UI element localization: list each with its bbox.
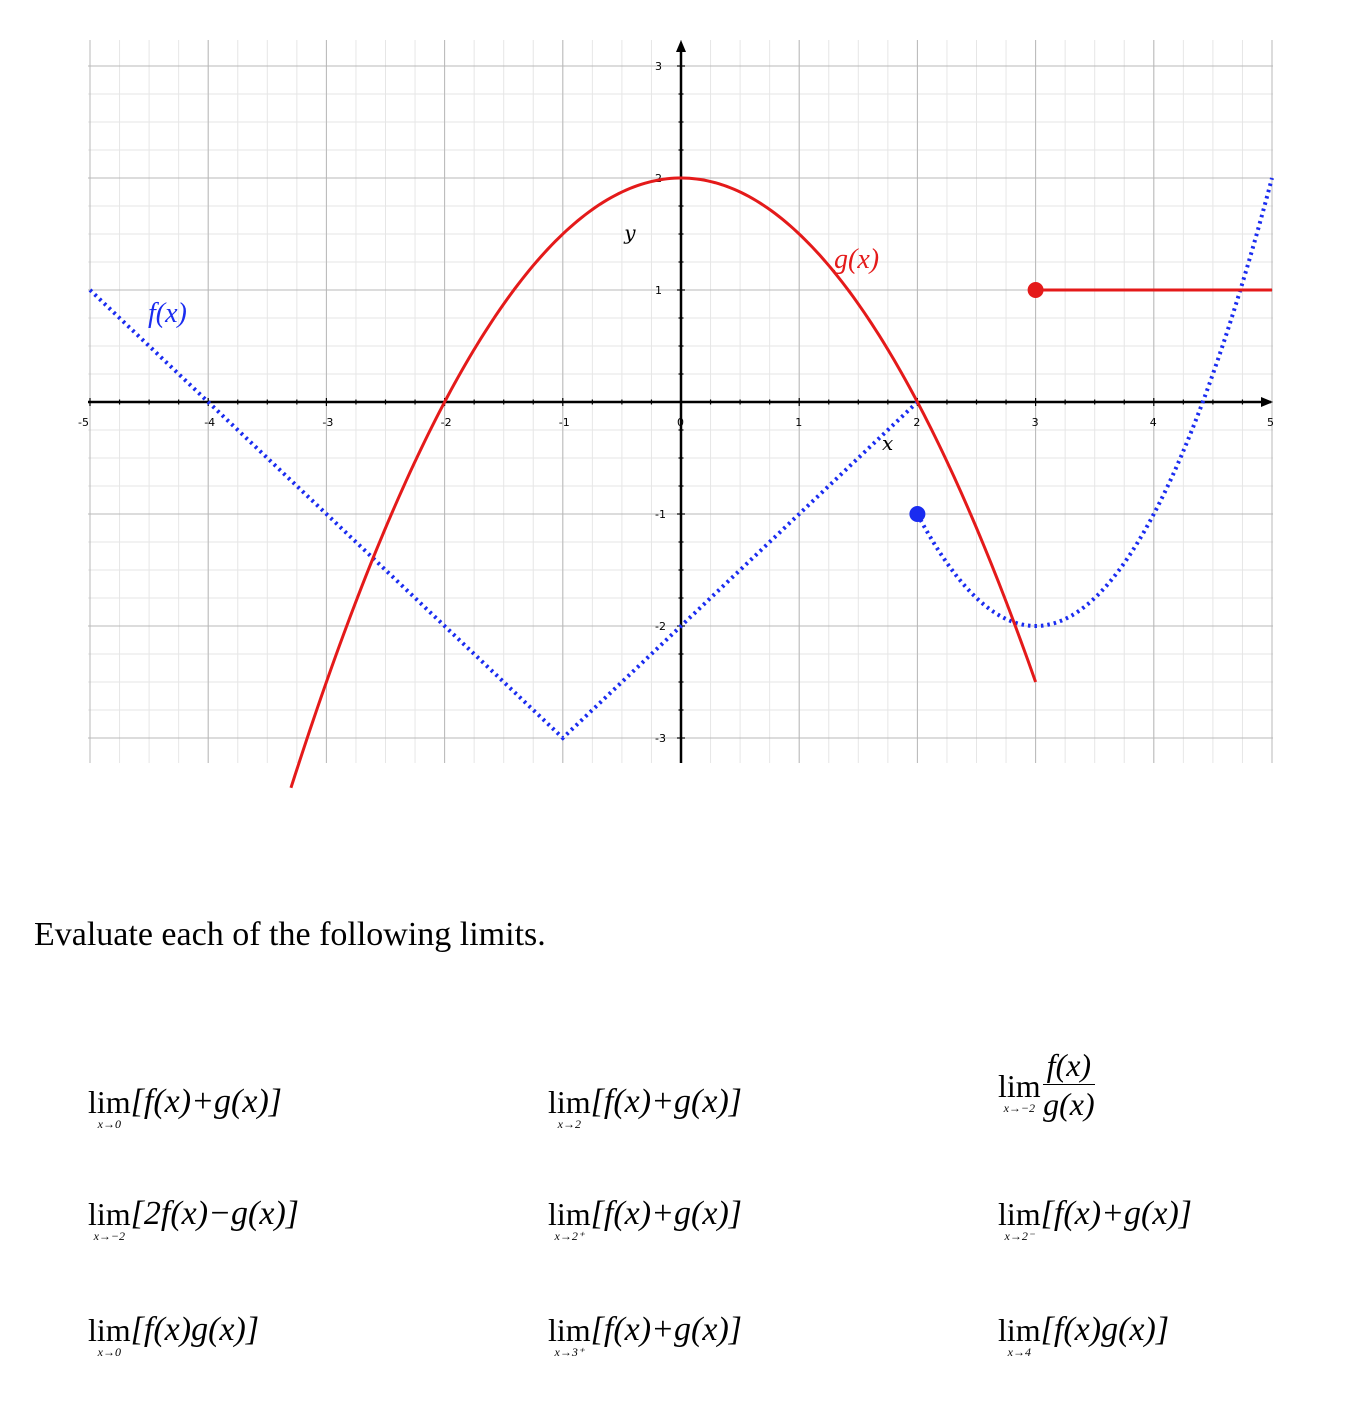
limit-3 — [998, 1047, 1095, 1123]
lim-block — [88, 1312, 131, 1358]
series-3-line — [291, 178, 1036, 788]
lim-subscript: x→2 — [557, 1117, 581, 1131]
limit-2 — [548, 1084, 742, 1130]
limit-4 — [88, 1196, 299, 1242]
x-tick-label: 0 — [677, 416, 684, 429]
lim-word: lim — [88, 1084, 131, 1120]
lim-subscript: x→2⁻ — [1004, 1229, 1035, 1243]
fraction-denominator: g(x) — [1043, 1086, 1095, 1122]
y-tick-label: -3 — [655, 732, 666, 745]
limit-6 — [998, 1196, 1192, 1242]
g-label: g(x) — [834, 244, 880, 275]
fraction-numerator: f(x) — [1043, 1046, 1095, 1085]
y-axis-label: y — [624, 220, 636, 245]
lim-subscript: x→−2 — [93, 1229, 126, 1243]
series-2-closed-point — [909, 506, 925, 522]
fraction — [1043, 1046, 1095, 1123]
y-tick-label: -2 — [655, 620, 666, 633]
lim-word: lim — [548, 1084, 591, 1120]
lim-block — [548, 1312, 591, 1358]
lim-block — [998, 1068, 1041, 1114]
lim-subscript: x→3⁺ — [554, 1345, 585, 1359]
lim-block — [548, 1196, 591, 1242]
lim-block — [88, 1196, 131, 1242]
labels — [148, 221, 893, 455]
lim-block — [88, 1084, 131, 1130]
y-tick-label: -1 — [655, 508, 666, 521]
limit-expression: [f(x)+g(x)] — [130, 1083, 282, 1120]
y-axis-arrow — [676, 40, 686, 52]
x-axis-label: x — [881, 431, 894, 455]
y-tick-label: 3 — [655, 60, 662, 73]
lim-word: lim — [548, 1312, 591, 1348]
y-tick-label: 1 — [655, 284, 662, 297]
lim-block — [998, 1196, 1041, 1242]
limit-expression: [f(x)+g(x)] — [590, 1083, 742, 1120]
lim-subscript: x→4 — [1007, 1345, 1031, 1359]
limit-expression: [f(x)+g(x)] — [590, 1195, 742, 1232]
lim-subscript: x→0 — [97, 1117, 121, 1131]
prompt-text: Evaluate each of the following limits. — [34, 916, 546, 953]
x-axis-arrow — [1261, 397, 1273, 407]
limit-expression: [f(x)+g(x)] — [590, 1311, 742, 1348]
lim-word: lim — [998, 1068, 1041, 1104]
limit-expression: [f(x)g(x)] — [130, 1311, 260, 1348]
limit-7 — [88, 1312, 259, 1358]
lim-subscript: x→2⁺ — [554, 1229, 585, 1243]
f-label: f(x) — [148, 298, 187, 329]
limit-expression: [f(x)+g(x)] — [1040, 1195, 1192, 1232]
lim-block — [548, 1084, 591, 1130]
x-tick-label: -1 — [558, 416, 570, 429]
limit-expression: [2f(x)−g(x)] — [130, 1195, 299, 1232]
x-tick-label: 2 — [913, 416, 921, 429]
x-tick-label: -4 — [204, 416, 216, 429]
limit-expression: [f(x)g(x)] — [1040, 1311, 1170, 1348]
x-tick-label: 3 — [1031, 416, 1039, 429]
limit-1 — [88, 1084, 282, 1130]
x-tick-label: -5 — [78, 416, 89, 429]
lim-word: lim — [88, 1312, 131, 1348]
limit-9 — [998, 1312, 1169, 1358]
x-tick-label: -3 — [322, 416, 334, 429]
x-tick-label: 5 — [1267, 416, 1274, 429]
lim-word: lim — [88, 1196, 131, 1232]
lim-word: lim — [998, 1196, 1041, 1232]
limit-8 — [548, 1312, 742, 1358]
lim-word: lim — [548, 1196, 591, 1232]
x-tick-label: 1 — [795, 416, 803, 429]
lim-subscript: x→−2 — [1003, 1101, 1036, 1115]
lim-word: lim — [998, 1312, 1041, 1348]
y-tick-label: 2 — [655, 172, 662, 185]
x-tick-label: 4 — [1149, 416, 1157, 429]
series-4-closed-point — [1028, 282, 1044, 298]
x-tick-label: -2 — [440, 416, 452, 429]
limit-5 — [548, 1196, 742, 1242]
lim-subscript: x→0 — [97, 1345, 121, 1359]
lim-block — [998, 1312, 1041, 1358]
